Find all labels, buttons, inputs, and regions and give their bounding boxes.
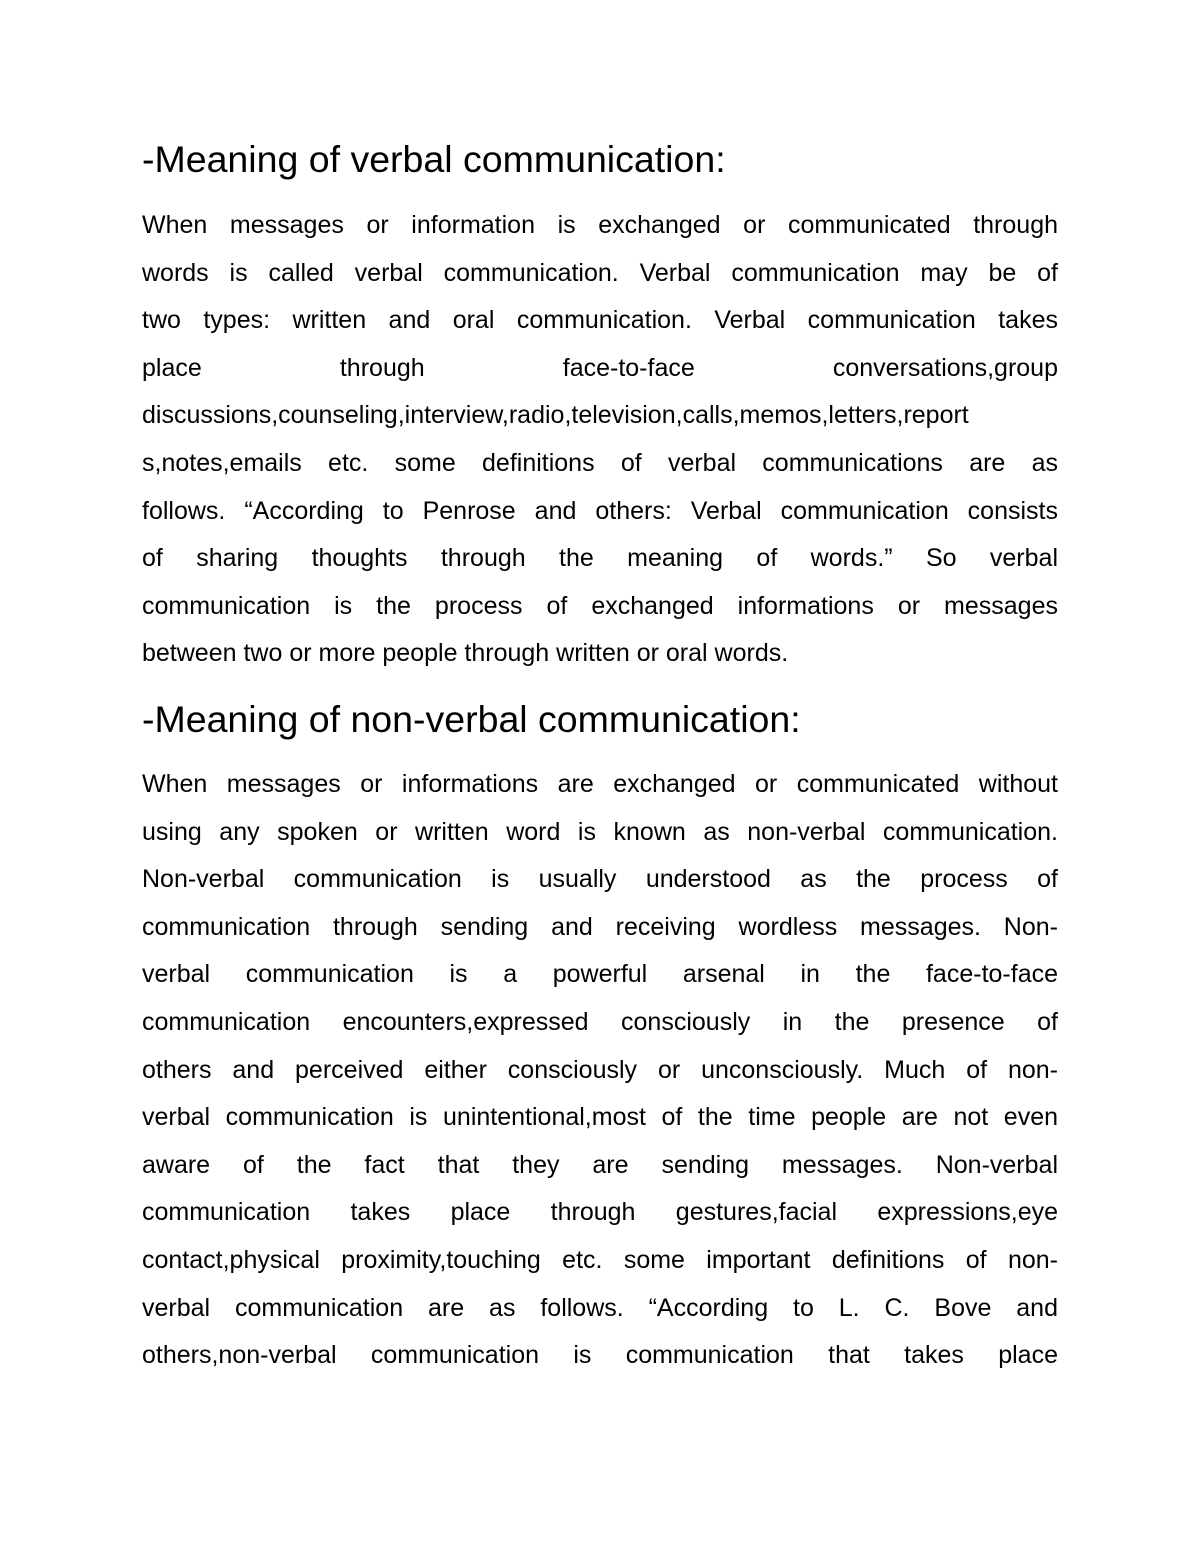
paragraph-line: communication is the process of exchanged informations or messages (142, 591, 1058, 620)
paragraph-line: When messages or information is exchanged or communicated through (142, 211, 1058, 239)
paragraph-line: verbal communication are as follows. “According to L. C. Bove and (142, 1293, 1058, 1322)
paragraph-line: verbal communication is a powerful arsenal in the face-to-face (142, 960, 1058, 989)
paragraph-line: between two or more people through written or oral words. (142, 639, 789, 668)
paragraph-line: others,non-verbal communication is communication that takes place (142, 1341, 1058, 1370)
section-heading-non-verbal: -Meaning of non-verbal communication: (142, 698, 801, 740)
paragraph-line: words is called verbal communication. Verbal communication may be of (142, 258, 1058, 287)
paragraph-line: aware of the fact that they are sending messages. Non-verbal (142, 1150, 1058, 1179)
paragraph-line: Non-verbal communication is usually understood as the process of (142, 865, 1058, 894)
paragraph-line: follows. “According to Penrose and others: Verbal communication consists (142, 496, 1058, 525)
paragraph-line: contact,physical proximity,touching etc. some important definitions of non- (142, 1245, 1058, 1274)
paragraph-line: place through face-to-face conversations,group (142, 353, 1058, 382)
paragraph-non-verbal-communication (142, 761, 1058, 1380)
paragraph-line: s,notes,emails etc. some definitions of verbal communications are as (142, 448, 1058, 477)
paragraph-line: communication through sending and receiving wordless messages. Non- (142, 912, 1058, 941)
paragraph-line: of sharing thoughts through the meaning of words.” So verbal (142, 544, 1058, 573)
paragraph-line: using any spoken or written word is known as non-verbal communication. (142, 817, 1058, 846)
paragraph-line: discussions,counseling,interview,radio,television,calls,memos,letters,report (142, 401, 969, 430)
paragraph-line: communication takes place through gestures,facial expressions,eye (142, 1198, 1058, 1227)
paragraph-line: two types: written and oral communication. Verbal communication takes (142, 306, 1058, 335)
paragraph-line: When messages or informations are exchanged or communicated without (142, 770, 1058, 798)
section-heading-verbal: -Meaning of verbal communication: (142, 138, 726, 180)
paragraph-line: others and perceived either consciously or unconsciously. Much of non- (142, 1055, 1058, 1084)
paragraph-verbal-communication (142, 202, 1058, 678)
paragraph-line: communication encounters,expressed consciously in the presence of (142, 1007, 1058, 1036)
paragraph-line: verbal communication is unintentional,most of the time people are not even (142, 1103, 1058, 1132)
